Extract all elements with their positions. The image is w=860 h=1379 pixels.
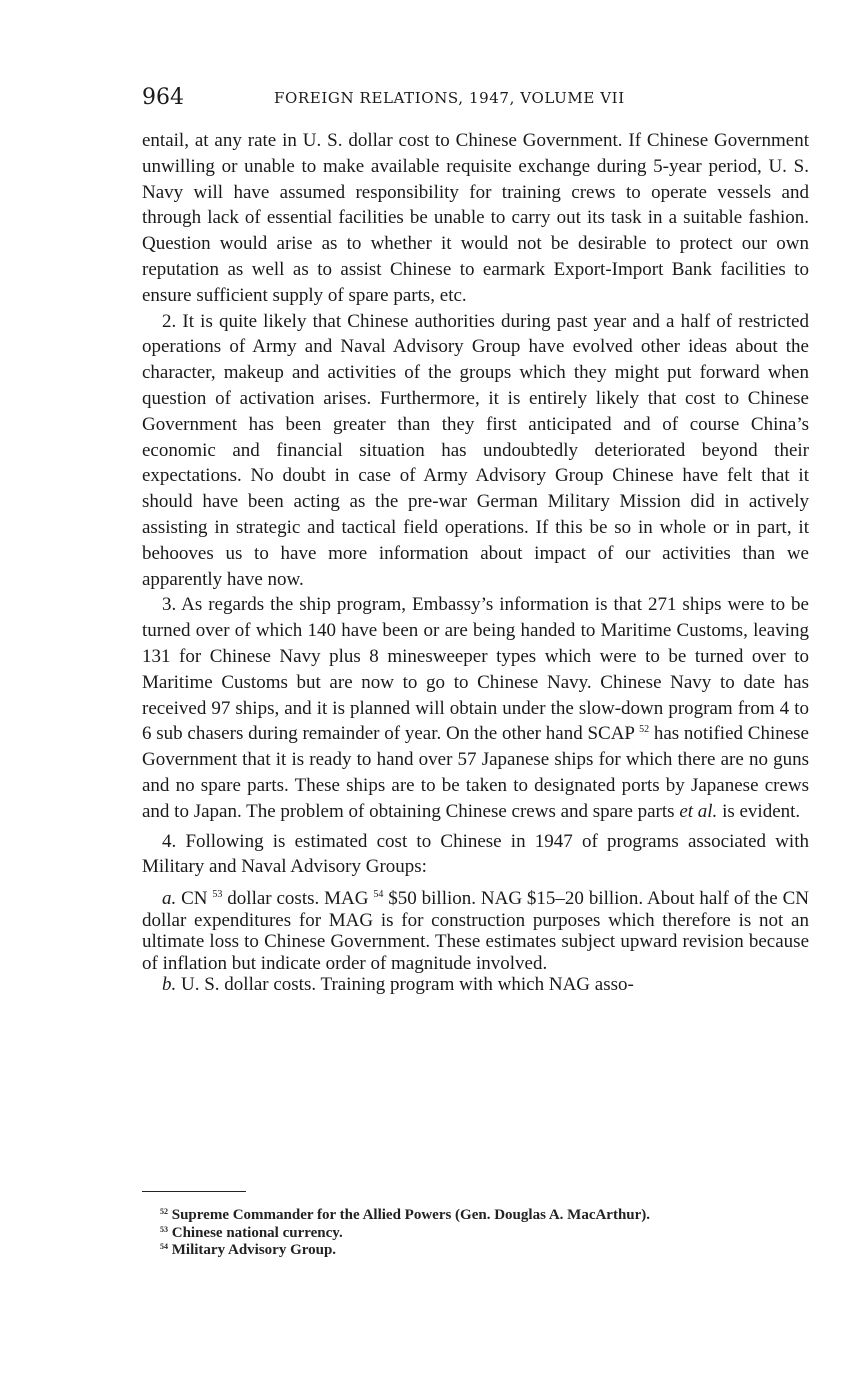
body-text <box>142 128 809 996</box>
paragraph-1: entail, at any rate in U. S. dollar cost to Chinese Government. If Chinese Government unwilling or unable to make available requisite exchange during 5-year period, U. S. Navy will have assumed responsibility for training crews to operate vessels and through lack of essential facilities be unable to carry out its task in a suitable fashion. Question would arise as to whether it would not be desirable to protect our own reputation as well as to assist Chinese to earmark Export-Import Bank facilities to ensure sufficient supply of spare parts, etc. <box>142 130 809 306</box>
paragraph-2: 2. It is quite likely that Chinese authorities during past year and a half of restricted operations of Army and Naval Advisory Group have evolved other ideas about the character, makeup and activities of the groups which they might put forward when question of activation arises. Furthermore, it is entirely likely that cost to Chinese Government has been greater than they first anticipated and of course China’s economic and financial situation has undoubtedly deteriorated beyond their expectations. No doubt in case of Army Advisory Group Chinese have felt that it should have been acting as the pre-war German Military Mission did in actively assisting in strategic and tactical field operations. If this be so in whole or in part, it behooves us to have more information about impact of our activities than we apparently have now. <box>142 310 809 590</box>
page-header <box>142 84 809 112</box>
footnotes <box>160 1207 820 1260</box>
sub-item-a-label: a. <box>162 888 177 910</box>
footnote-text: Military Advisory Group. <box>171 1242 337 1258</box>
footnote-ref-54[interactable]: 54 <box>373 889 384 901</box>
sub-item-b-text: U. S. dollar costs. Training program with which NAG asso- <box>176 974 634 996</box>
sub-item-a-text-2: dollar costs. MAG <box>222 888 369 910</box>
running-head: FOREIGN RELATIONS, 1947, VOLUME VII <box>274 89 625 107</box>
page-number: 964 <box>142 85 184 110</box>
footnote-number: 54 <box>160 1242 168 1251</box>
paragraph-3 <box>142 592 809 824</box>
paragraph-4: 4. Following is estimated cost to Chinese in 1947 of programs associated with Military and Naval Advisory Groups: <box>142 830 809 878</box>
footnote-53 <box>160 1225 820 1243</box>
footnote-ref-52[interactable]: 52 <box>639 724 650 736</box>
footnote-number: 53 <box>160 1224 168 1234</box>
paragraph-3-text-c: is evident. <box>717 800 801 822</box>
footnote-54 <box>160 1242 820 1260</box>
footnote-number: 52 <box>160 1207 168 1216</box>
footnote-text: Supreme Commander for the Allied Powers (Gen. Douglas A. MacArthur). <box>171 1207 651 1223</box>
footnote-rule <box>142 1191 246 1192</box>
footnote-ref-53[interactable]: 53 <box>212 889 223 901</box>
sub-items <box>142 888 809 996</box>
sub-item-a-text-1: CN <box>176 888 208 910</box>
sub-item-b-label: b. <box>162 974 177 996</box>
sub-item-a-text-3: $50 billion. NAG $15–20 billion. About half of the CN dollar expenditures for MAG is for construction purposes which therefore is not an ultimate loss to Chinese Government. These estimates subject upward revision because of inflation but indicate order of magnitude involved. <box>142 888 810 974</box>
sub-item-b <box>142 974 809 996</box>
paragraph-3-text-b: has notified Chinese Government that it is ready to hand over 57 Japanese ships for which there are no guns and no spare parts. These ships are to be taken to designated ports by Japanese crews and to Japan. The problem of obtaining Chinese crews and spare parts <box>142 723 809 822</box>
footnote-text: Chinese national currency. <box>171 1224 343 1241</box>
sub-item-a <box>142 888 809 974</box>
paragraph-3-italic: et al. <box>679 800 718 822</box>
footnote-52 <box>160 1207 820 1225</box>
paragraph-3-text-a: 3. As regards the ship program, Embassy’s information is that 271 ships were to be turned over of which 140 have been or are being handed to Maritime Customs, leaving 131 for Chinese Navy plus 8 minesweeper types which were to be turned over to Maritime Customs but are now to go to Chinese Navy. Chinese Navy to date has received 97 ships, and it is planned will obtain under the slow-down program from 4 to 6 sub chasers during remainder of year. On the other hand SCAP <box>142 594 809 745</box>
